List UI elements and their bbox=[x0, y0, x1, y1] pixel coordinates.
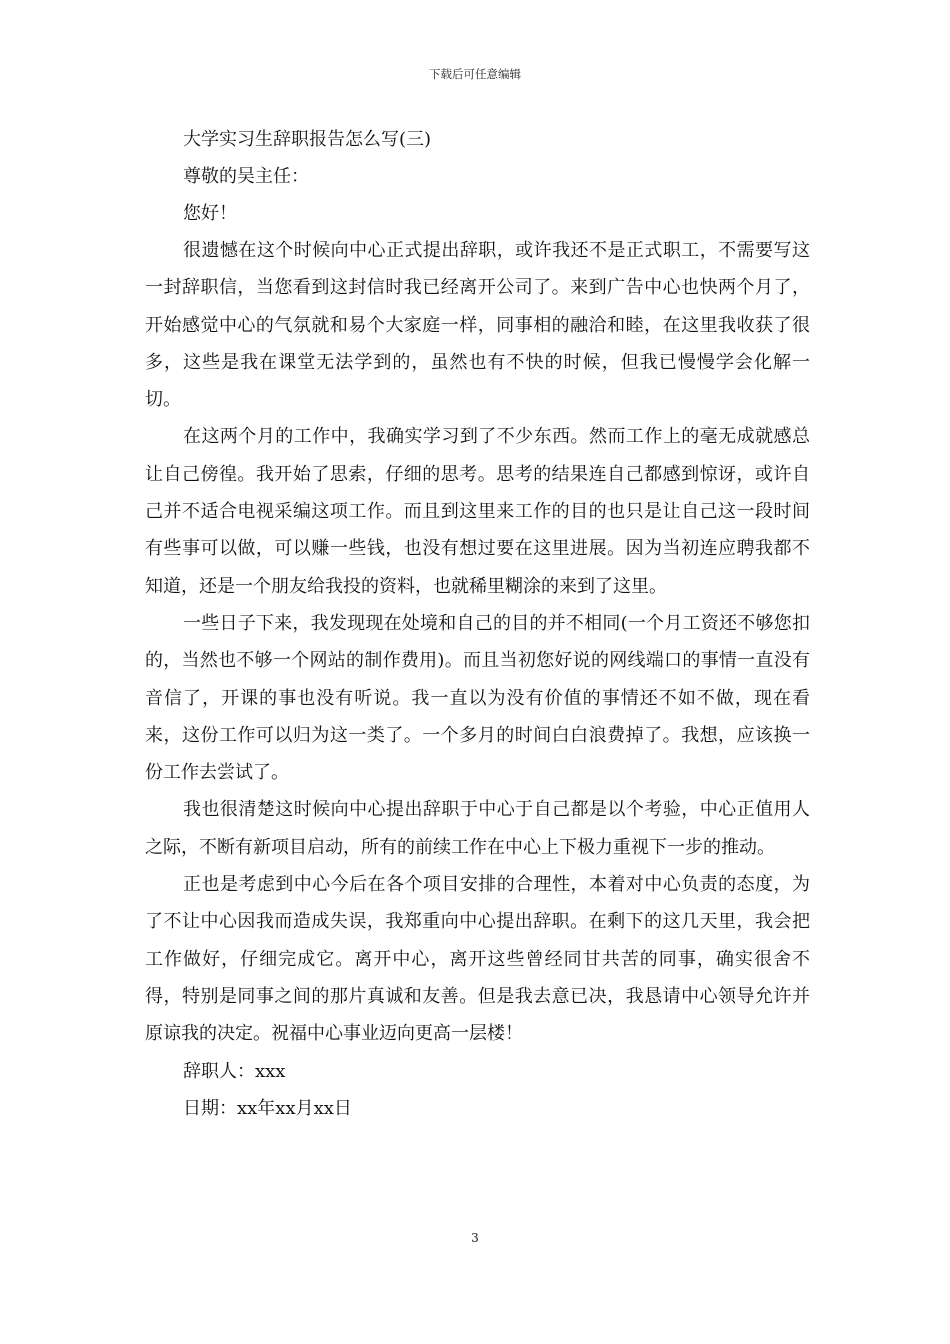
document-body bbox=[145, 121, 810, 1127]
signature: 辞职人：xxx bbox=[183, 1060, 286, 1082]
body-paragraph: 很遗憾在这个时候向中心正式提出辞职，或许我还不是正式职工，不需要写这一封辞职信，当您看到这封信时我已经离开公司了。来到广告中心也快两个月了，开始感觉中心的气氛就和易个大家庭一样，同事相的融洽和睦，在这里我收获了很多，这些是我在课堂无法学到的，虽然也有不快的时候，但我已慢慢学会化解一切。 bbox=[145, 240, 810, 411]
page-header: 下载后可任意编辑 bbox=[429, 67, 521, 81]
page-number: 3 bbox=[471, 1231, 479, 1245]
greeting: 您好！ bbox=[183, 203, 237, 224]
date: 日期：xx年xx月xx日 bbox=[183, 1097, 352, 1119]
body-paragraph: 在这两个月的工作中，我确实学习到了不少东西。然而工作上的毫无成就感总让自己傍徨。我开始了思索，仔细的思考。思考的结果连自己都感到惊讶，或许自己并不适合电视采编这项工作。而且到这里来工作的目的也只是让自己这一段时间有些事可以做，可以赚一些钱，也没有想过要在这里进展。因为当初连应聘我都不知道，还是一个朋友给我投的资料，也就稀里糊涂的来到了这里。 bbox=[145, 426, 810, 597]
body-paragraph: 我也很清楚这时候向中心提出辞职于中心于自己都是以个考验，中心正值用人之际，不断有新项目启动，所有的前续工作在中心上下极力重视下一步的推动。 bbox=[145, 799, 810, 858]
salutation: 尊敬的吴主任： bbox=[183, 166, 309, 187]
body-paragraph: 正也是考虑到中心今后在各个项目安排的合理性，本着对中心负责的态度，为了不让中心因我而造成失误，我郑重向中心提出辞职。在剩下的这几天里，我会把工作做好，仔细完成它。离开中心，离开这些曾经同甘共苦的同事，确实很舍不得，特别是同事之间的那片真诚和友善。但是我去意已决，我恳请中心领导允许并原谅我的决定。祝福中心事业迈向更高一层楼！ bbox=[145, 874, 810, 1045]
body-paragraph: 一些日子下来，我发现现在处境和自己的目的并不相同(一个月工资还不够您扣的，当然也不够一个网站的制作费用)。而且当初您好说的网线端口的事情一直没有音信了，开课的事也没有听说。我一直以为没有价值的事情还不如不做，现在看来，这份工作可以归为这一类了。一个多月的时间白白浪费掉了。我想，应该换一份工作去尝试了。 bbox=[145, 612, 810, 784]
document-title: 大学实习生辞职报告怎么写(三) bbox=[183, 129, 432, 150]
